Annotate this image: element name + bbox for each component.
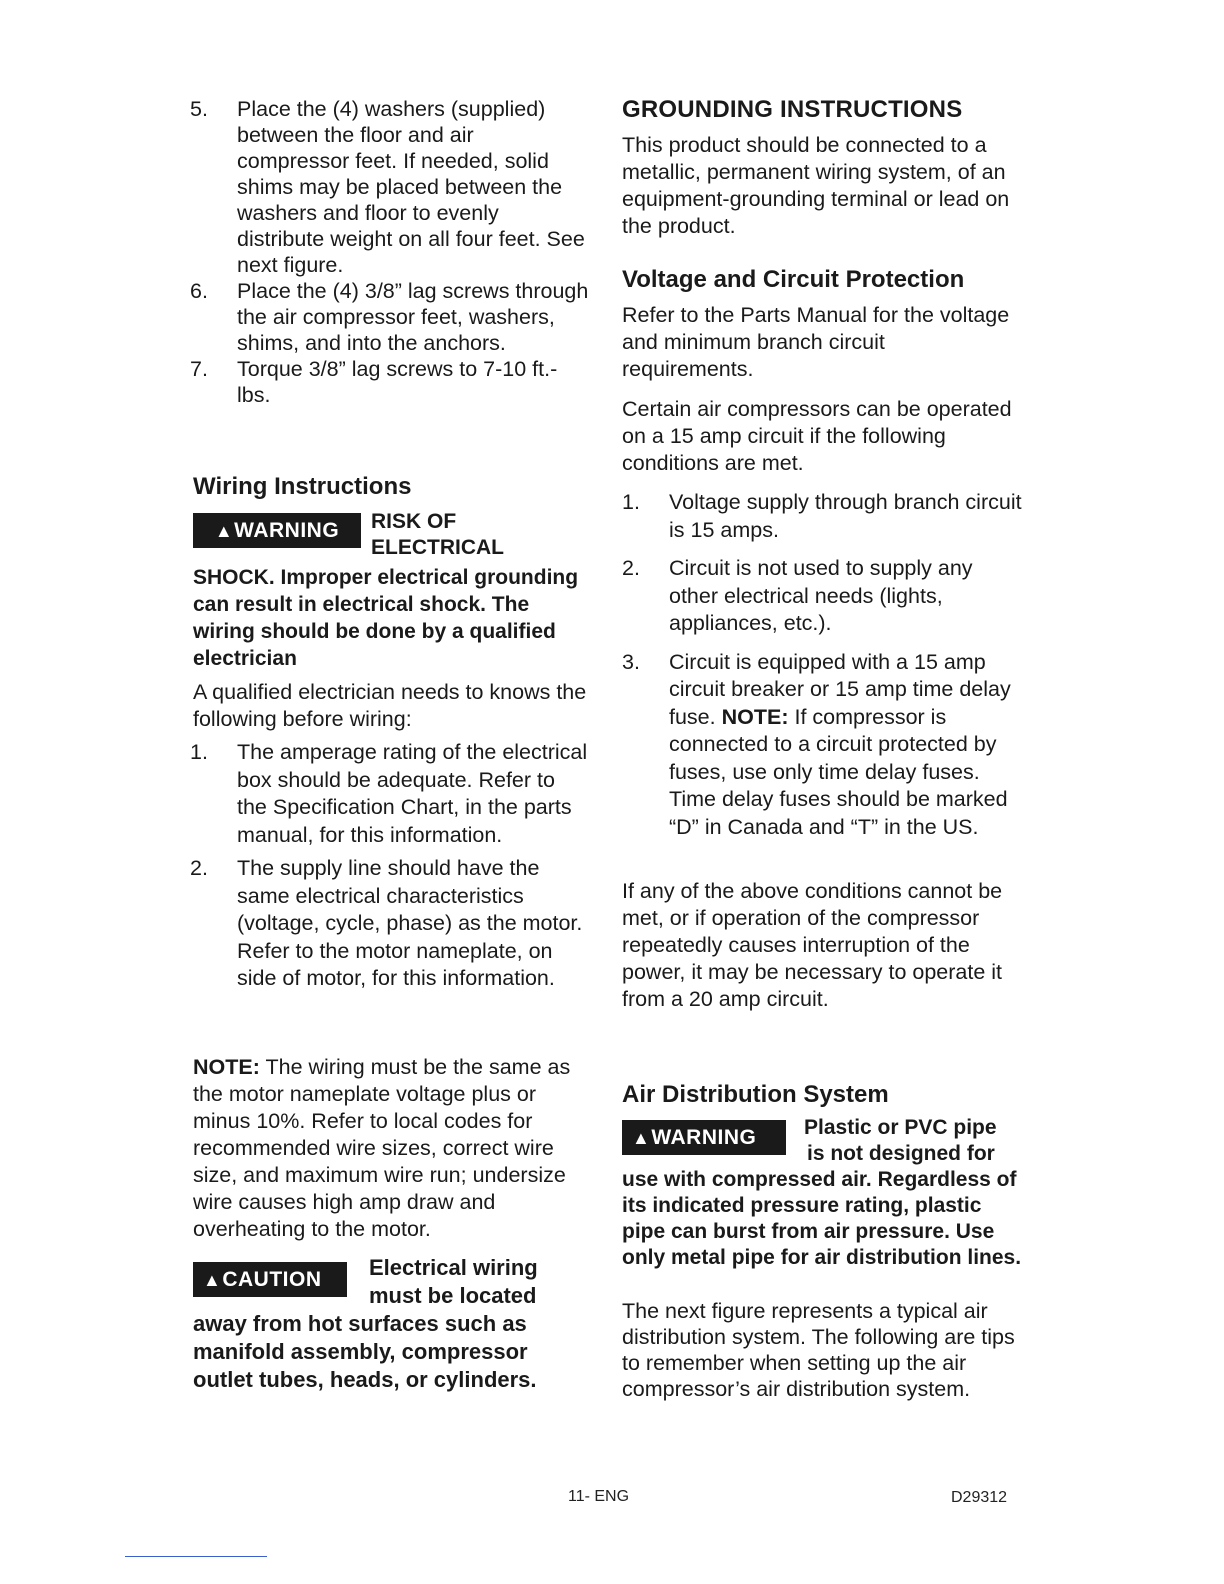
note-label: NOTE:: [193, 1055, 260, 1079]
list-number: 5.: [190, 97, 208, 121]
caution-badge: [193, 1262, 347, 1297]
list-item: [622, 555, 1022, 638]
warning-badge-label: WARNING: [234, 519, 340, 542]
warning-badge: [193, 513, 361, 548]
document-code: D29312: [951, 1489, 1008, 1506]
list-item: [622, 649, 1022, 842]
wiring-steps-list: [190, 739, 590, 993]
list-item: [622, 489, 1022, 544]
list-item: [190, 278, 590, 356]
air-warning: [622, 1115, 1022, 1271]
wiring-heading: Wiring Instructions: [193, 473, 412, 500]
list-text: Torque 3/8” lag screws to 7-10 ft.-lbs.: [237, 357, 558, 407]
caution-notice: [193, 1254, 593, 1394]
caution-triangle-icon: ▲: [203, 1270, 222, 1290]
list-text: Circuit is not used to supply any other electrical needs (lights, appliances, etc.).: [669, 556, 973, 635]
conditions-list: [622, 489, 1022, 841]
wiring-note: [193, 1054, 593, 1243]
wiring-intro: A qualified electrician needs to knows the following before wiring:: [193, 680, 587, 731]
list-text: If compressor is connected to a circuit protected by fuses, use only time delay fuses. Time delay fuses should be marked “D” in Canada and “T” in the US.: [669, 704, 1008, 839]
note-label: NOTE:: [721, 704, 789, 729]
caution-lead-line: Electrical wiring: [369, 1255, 538, 1280]
warning-lead-line: is not designed for: [807, 1142, 995, 1165]
list-text: The amperage rating of the electrical box should be adequate. Refer to the Specification Chart, in the parts manual, for this information.: [237, 740, 588, 847]
warning-triangle-icon: ▲: [632, 1128, 651, 1148]
wiring-warning: [193, 509, 593, 672]
list-number: 7.: [190, 357, 208, 381]
list-text: Voltage supply through branch circuit is 15 amps.: [669, 490, 1022, 542]
note-text: The wiring must be the same as the motor nameplate voltage plus or minus 10%. Refer to local codes for recommended wire sizes, correct wire size, and maximum wire run; undersize wire causes high amp draw and overheating to the motor.: [193, 1055, 571, 1241]
voltage-text: Refer to the Parts Manual for the voltage and minimum branch circuit requirements.: [622, 303, 1010, 381]
grounding-text: This product should be connected to a metallic, permanent wiring system, of an equipment-grounding terminal or lead on the product.: [622, 133, 1010, 238]
list-text: Circuit is equipped with a 15 amp circuit breaker or 15 amp time delay fuse.: [669, 649, 1011, 729]
warning-badge: [622, 1120, 786, 1155]
list-number: 1.: [190, 740, 208, 764]
grounding-heading: GROUNDING INSTRUCTIONS: [622, 96, 963, 123]
anchor-steps-list: [190, 96, 590, 408]
list-text: Place the (4) 3/8” lag screws through the air compressor feet, washers, shims, and into the anchors.: [237, 279, 589, 355]
voltage-text: Certain air compressors can be operated on a 15 amp circuit if the following conditions are met.: [622, 397, 1012, 475]
warning-badge-label: WARNING: [651, 1126, 757, 1149]
list-number: 3.: [622, 649, 640, 674]
warning-triangle-icon: ▲: [214, 521, 234, 541]
conditions-after-text: If any of the above conditions cannot be met, or if operation of the compressor repeatedly causes interruption of the power, it may be necessary to operate it from a 20 amp circuit.: [622, 879, 1003, 1011]
list-item: [190, 356, 590, 408]
list-item: [190, 855, 590, 993]
warning-body: use with compressed air. Regardless of its indicated pressure rating, plastic pipe can burst from air pressure. Use only metal pipe for air distribution lines.: [622, 1168, 1022, 1269]
list-text: Place the (4) washers (supplied) between the floor and air compressor feet. If needed, solid shims may be placed between the washers and floor to evenly distribute weight on all four feet. See next figure.: [237, 97, 585, 277]
air-distribution-text: The next figure represents a typical air distribution system. The following are tips to remember when setting up the air compressor’s air distribution system.: [622, 1299, 1015, 1401]
warning-body: SHOCK. Improper electrical grounding can result in electrical shock. The wiring should be done by a qualified electrician: [193, 566, 579, 670]
warning-lead-line: Plastic or PVC pipe: [804, 1116, 997, 1139]
warning-lead-line: ELECTRICAL: [371, 536, 504, 559]
list-number: 2.: [622, 556, 640, 580]
caution-lead-line: must be located: [369, 1283, 537, 1308]
voltage-heading: Voltage and Circuit Protection: [622, 266, 965, 293]
air-distribution-heading: Air Distribution System: [622, 1081, 889, 1108]
caution-badge-label: CAUTION: [222, 1268, 322, 1291]
page-number: 11- ENG: [568, 1488, 630, 1505]
warning-lead-line: RISK OF: [371, 510, 457, 533]
list-item: [190, 96, 590, 278]
list-number: 1.: [622, 490, 640, 514]
list-number: 2.: [190, 856, 208, 880]
list-text: The supply line should have the same electrical characteristics (voltage, cycle, phase) as the motor. Refer to the motor nameplate, on side of motor, for this information.: [237, 856, 583, 990]
divider: [125, 1556, 267, 1557]
list-item: [190, 739, 590, 849]
list-number: 6.: [190, 279, 208, 303]
caution-body: away from hot surfaces such as manifold assembly, compressor outlet tubes, heads, or cylinders.: [193, 1311, 537, 1392]
